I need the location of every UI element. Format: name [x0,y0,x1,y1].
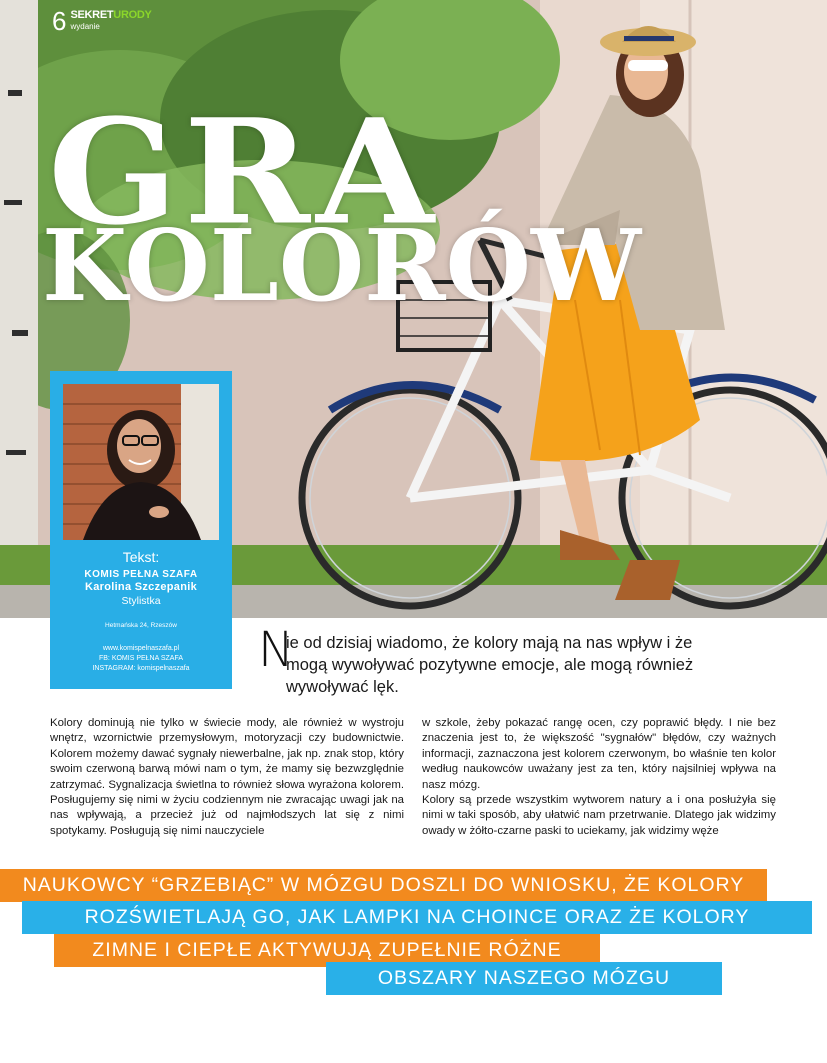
author-card [50,371,232,689]
pull-quote-line-3: ZIMNE I CIEPŁE AKTYWUJĄ ZUPEŁNIE RÓŻNE [54,934,600,967]
brand-title-green: URODY [113,9,152,21]
lead-dropcap: N [258,622,294,678]
brand-title-white: SEKRET [70,9,114,21]
author-address: Hetmańska 24, Rzeszów [105,622,177,629]
body-paragraph: Kolory dominują nie tylko w świecie mody, ale również w wystroju wnętrz, wzornictwie przemysłowym, motoryzacji czy budownictwie. Kolorem możemy dawać sygnały niewerbalne, jak np. znak stop, który swoim czerwoną barwą mówi nam o tym, że mamy się bezwzględnie zatrzymać. Sygnalizacja świetlna to również słowa wyrażona kolorem. Posługujemy się nimi w życiu codziennym nie zwracając uwagi jak na nas wpływają, a przecież już od najmłodszych lat się z nimi spotykamy. Posługują się nimi nauczyciele [50,717,404,837]
lead-text: ie od dzisiaj wiadomo, że kolory mają na nas wpływ i że mogą wywoływać pozytywne emocje, ale mogą również wywoływać lęk. [286,634,694,696]
pull-quote-line-2: ROZŚWIETLAJĄ GO, JAK LAMPKI NA CHOINCE ORAZ ŻE KOLORY [22,901,812,934]
body-paragraph: Kolory są przede wszystkim wytworem natury a i ona posłużyła się nimi w taki sposób, aby ułatwić nam przetrwanie. Dlatego jak widzimy owady w żółto-czarne paski to uciekamy, jak widzimy węże [422,794,776,837]
brand-title [70,10,151,21]
pull-quote-line-1: NAUKOWCY “GRZEBIĄC” W MÓZGU DOSZLI DO WNIOSKU, ŻE KOLORY [0,869,767,902]
author-instagram: INSTAGRAM: komispelnaszafa [92,665,190,672]
magazine-brand [52,8,152,34]
body-column-right [422,716,776,839]
body-column-left [50,716,404,839]
author-facebook: FB: KOMIS PEŁNA SZAFA [98,655,184,662]
brand-subtitle: wydanie [70,22,100,31]
article-title-line-1: GRA [48,86,441,257]
author-photo [63,384,219,540]
author-label: Tekst: [122,549,160,565]
author-name: Karolina Szczepanik [84,581,198,593]
author-website: www.komispelnaszafa.pl [102,645,180,652]
brand-logo [70,8,151,32]
author-role: Stylistka [121,595,161,607]
author-portrait [63,384,219,540]
article-title-line-2: KOLORÓW [42,209,642,324]
author-organization: KOMIS PEŁNA SZAFA [84,569,198,580]
page-number: 6 [52,6,67,36]
body-paragraph: w szkole, żeby pokazać rangę ocen, czy poprawić błędy. I nie bez znaczenia jest to, że większość "sygnałów" błędów, czy ważnych informacji, zaznaczona jest kolorem czerwonym, bo właśnie ten kolor według naukowców uważany jest za ten, który najsilniej wpływa na nasz mózg. [422,717,776,791]
pull-quote-line-4: OBSZARY NASZEGO MÓZGU [326,962,722,995]
